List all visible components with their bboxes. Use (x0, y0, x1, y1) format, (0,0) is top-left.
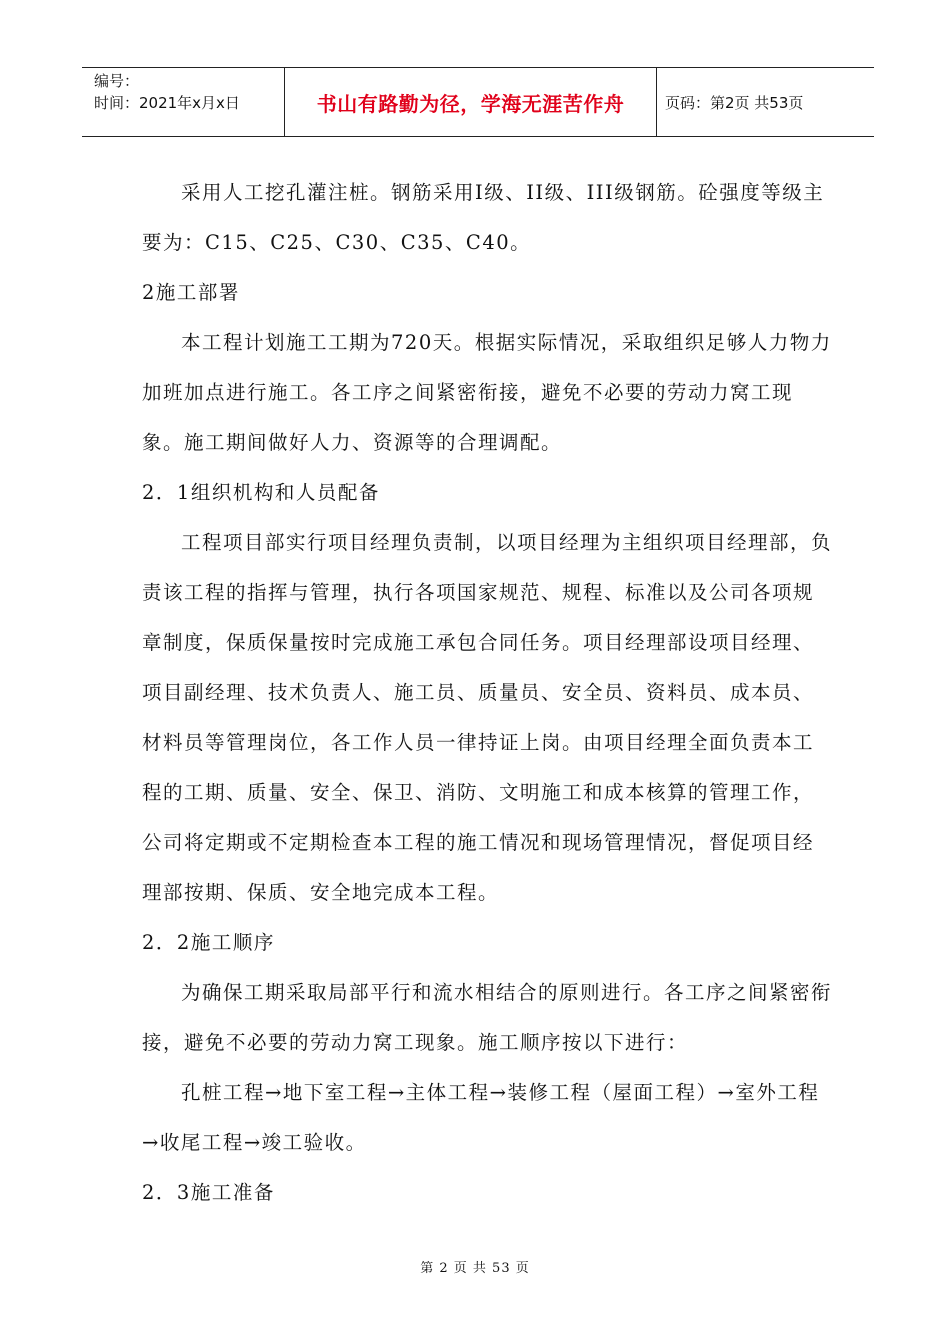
page-info-text: 页码：第2页 共53页 (665, 93, 804, 112)
page-header (82, 67, 874, 137)
document-body (142, 168, 832, 1218)
paragraph: 孔桩工程→地下室工程→主体工程→装修工程（屋面工程）→室外工程→收尾工程→竣工验收。 (142, 1081, 820, 1154)
header-page-info (657, 68, 874, 136)
paragraph: 本工程计划施工工期为720天。根据实际情况，采取组织足够人力物力加班加点进行施工。各工序之间紧密衔接，避免不必要的劳动力窝工现象。施工期间做好人力、资源等的合理调配。 (142, 331, 832, 454)
paragraph: 为确保工期采取局部平行和流水相结合的原则进行。各工序之间紧密衔接，避免不必要的劳动力窝工现象。施工顺序按以下进行： (142, 981, 833, 1054)
motto-text: 书山有路勤为径，学海无涯苦作舟 (316, 91, 625, 116)
header-motto-cell (285, 68, 657, 136)
page-footer: 第 2 页 共 53 页 (420, 1261, 530, 1276)
paragraph: 工程项目部实行项目经理负责制，以项目经理为主组织项目经理部，负责该工程的指挥与管理，执行各项国家规范、规程、标准以及公司各项规章制度，保质保量按时完成施工承包合同任务。项目经理部设项目经理、项目副经理、技术负责人、施工员、质量员、安全员、资料员、成本员、材料员等管理岗位，各工作人员一律持证上岗。由项目经理全面负责本工程的工期、质量、安全、保卫、消防、文明施工和成本核算的管理工作，公司将定期或不定期检查本工程的施工情况和现场管理情况，督促项目经理部按期、保质、安全地完成本工程。 (142, 531, 833, 904)
paragraph: 采用人工挖孔灌注桩。钢筋采用I级、II级、III级钢筋。砼强度等级主要为：C15、C25、C30、C35、C40。 (142, 181, 825, 254)
document-date: 时间：2021年x月x日 (94, 94, 240, 112)
section-heading: 2．1组织机构和人员配备 (142, 481, 380, 504)
header-meta (82, 68, 285, 136)
section-heading: 2．2施工顺序 (142, 931, 275, 954)
document-number: 编号： (94, 72, 140, 90)
section-heading: 2施工部署 (142, 281, 240, 304)
section-heading: 2．3施工准备 (142, 1181, 275, 1204)
